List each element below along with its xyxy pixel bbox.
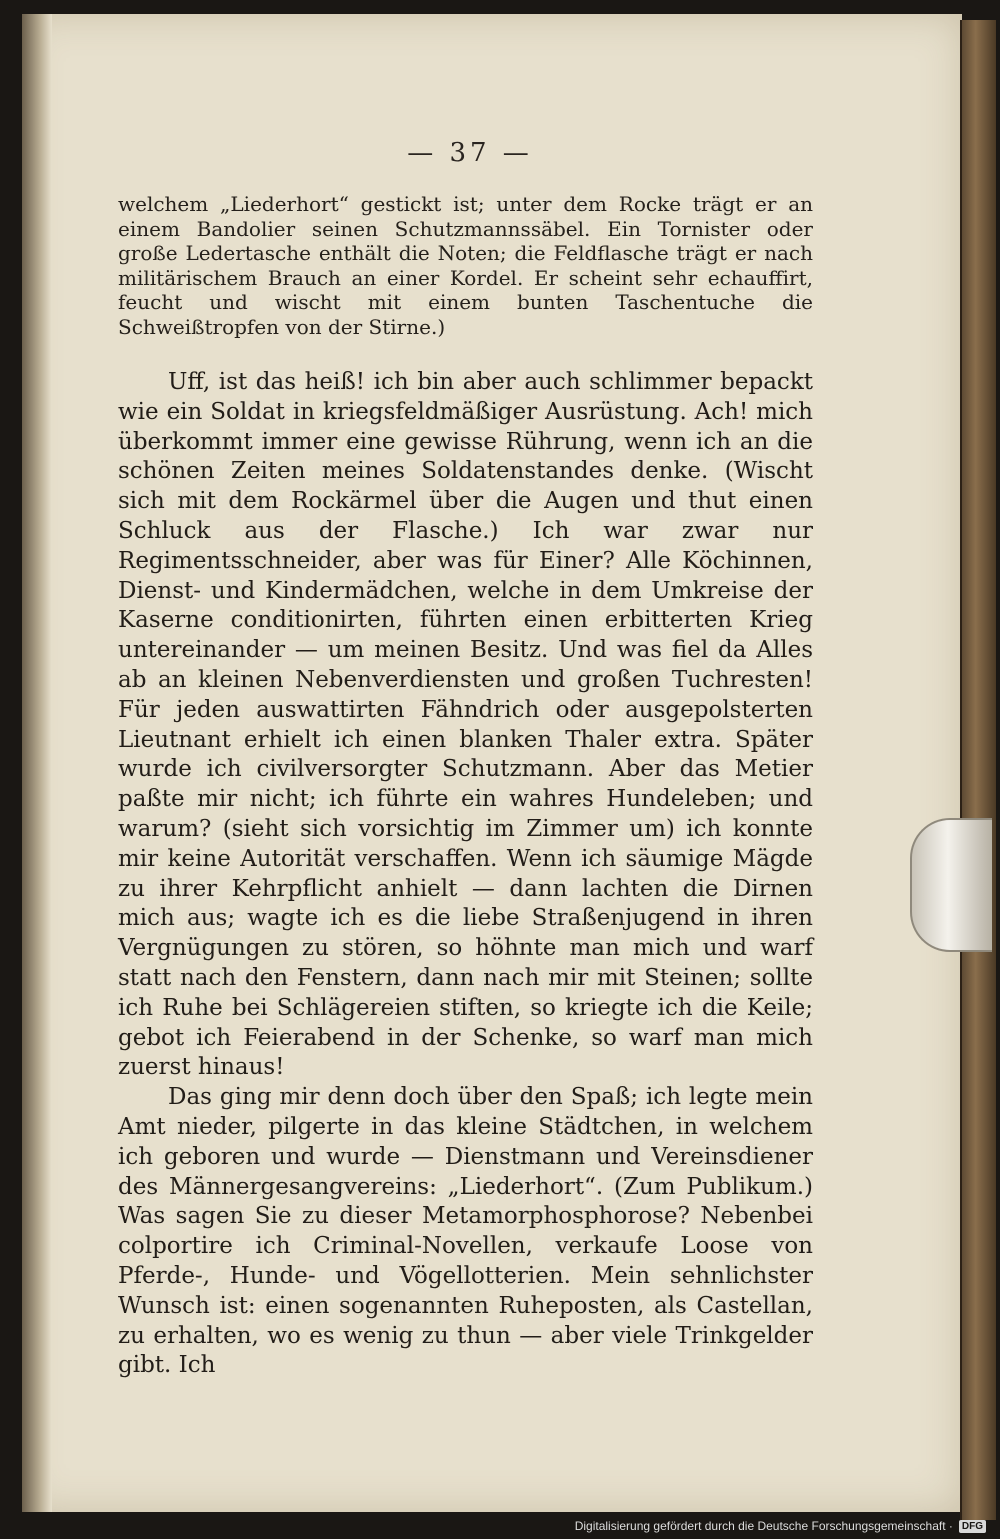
dfg-logo-icon: DFG xyxy=(959,1520,986,1533)
paragraph: Uff, ist das heiß! ich bin aber auch schlimmer bepackt wie ein Soldat in kriegsfeldmäßiger Ausrüstung. Ach! mich überkommt immer eine gewisse Rührung, wenn ich an die schönen Zeiten meines Soldatenstandes denke. (Wischt sich mit dem Rockärmel über die Augen und thut einen Schluck aus der Flasche.) Ich war zwar nur Regimentsschneider, aber was für Einer? Alle Köchinnen, Dienst- und Kindermädchen, welche in dem Umkreise der Kaserne conditionirten, führten einen erbitterten Krieg untereinander — um meinen Besitz. Und was fiel da Alles ab an kleinen Nebenverdiensten und großen Tuchresten! Für jeden auswattirten Fähndrich oder ausgepolsterten Lieutnant erhielt ich einen blanken Thaler extra. Später wurde ich civilversorgter Schutzmann. Aber das Metier paßte mir nicht; ich führte ein wahres Hundeleben; und warum? (sieht sich vorsichtig im Zimmer um) ich konnte mir keine Autorität verschaffen. Wenn ich säumige Mägde zu ihrer Kehrpflicht anhielt — dann lachten die Dirnen mich aus; wagte ich es die liebe Straßenjugend in ihren Vergnügungen zu stören, so höhnte man mich und warf statt nach den Fenstern, dann nach mir mit Steinen; sollte ich Ruhe bei Schlägereien stiften, so kriegte ich die Keile; gebot ich Feierabend in der Schenke, so warf man mich zuerst hinaus! xyxy=(118,369,813,1081)
book-spine xyxy=(960,20,996,1520)
footer-text: Digitalisierung gefördert durch die Deutsche Forschungsgemeinschaft · xyxy=(574,1519,953,1533)
page-clip xyxy=(910,818,992,952)
body-text xyxy=(118,368,813,1381)
paragraph: Das ging mir denn doch über den Spaß; ich legte mein Amt nieder, pilgerte in das kleine Städtchen, in welchem ich geboren und wurde — Dienstmann und Vereinsdiener des Männergesangvereins: „Liederhort“. (Zum Publikum.) Was sagen Sie zu dieser Metamorphosphorose? Nebenbei colportire ich Criminal-Novellen, verkaufe Loose von Pferde-, Hunde- und Vögellotterien. Mein sehnlichster Wunsch ist: einen sogenannten Ruheposten, als Castellan, zu erhalten, wo es wenig zu thun — aber viele Trinkgelder gibt. Ich xyxy=(118,1084,813,1379)
page-gutter xyxy=(22,14,52,1512)
digitization-footer xyxy=(575,1518,986,1534)
page-number: — 37 — xyxy=(407,138,533,168)
stage-direction: welchem „Liederhort“ gestickt ist; unter dem Rocke trägt er an einem Bandolier seinen Schutzmannssäbel. Ein Tornister oder große Ledertasche enthält die Noten; die Feldflasche trägt er nach militärischem Brauch an einer Kordel. Er scheint sehr echauffirt, feucht und wischt mit einem bunten Taschentuche die Schweißtropfen von der Stirne.) xyxy=(118,192,813,339)
